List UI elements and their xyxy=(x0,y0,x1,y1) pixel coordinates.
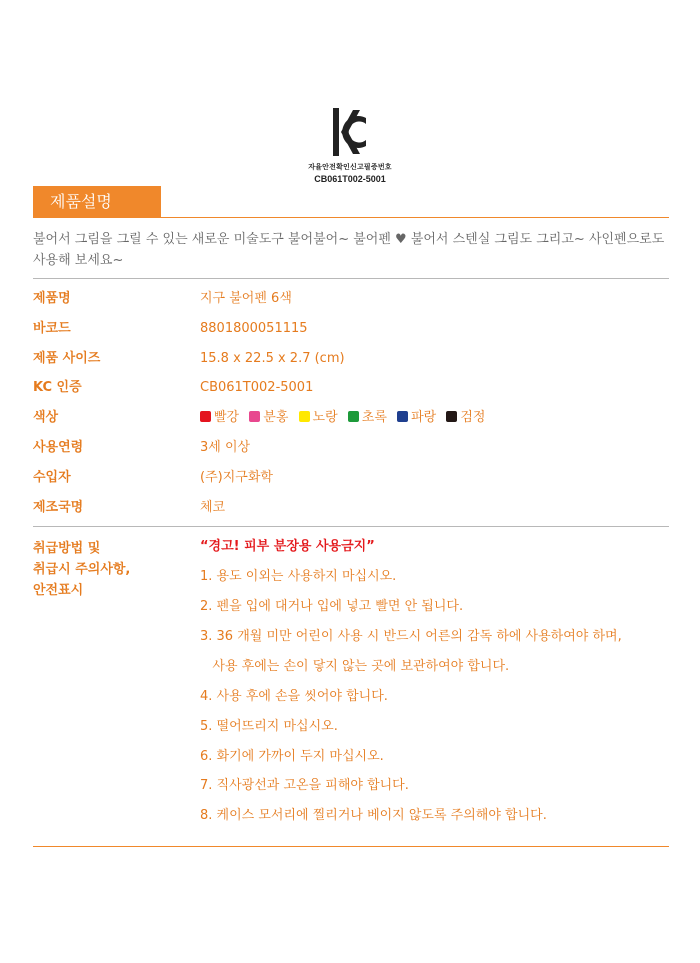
care-item: 2. 펜을 입에 대거나 입에 넣고 빨면 안 됩니다. xyxy=(200,599,464,614)
spec-label: 제품 사이즈 xyxy=(33,351,101,366)
care-item: 7. 직사광선과 고온을 피해야 합니다. xyxy=(200,778,409,793)
spec-label: 바코드 xyxy=(33,321,71,336)
divider xyxy=(33,278,669,279)
color-item: 초록 xyxy=(348,410,387,425)
kc-number: CB061T002-5001 xyxy=(314,174,386,184)
spec-row-importer xyxy=(33,468,669,488)
care-label: 취급방법 및 취급시 주의사항, 안전표시 xyxy=(33,541,131,598)
spec-label: 제품명 xyxy=(33,291,71,306)
section-divider xyxy=(33,217,669,218)
section-tab-product-description: 제품설명 xyxy=(33,186,161,218)
spec-value: 지구 불어펜 6색 xyxy=(200,291,292,306)
spec-value: 체코 xyxy=(200,500,226,515)
spec-label: 제조국명 xyxy=(33,500,84,515)
spec-label: 사용연령 xyxy=(33,440,84,455)
blue-swatch-icon xyxy=(397,411,408,422)
care-item: 6. 화기에 가까이 두지 마십시오. xyxy=(200,749,384,764)
spec-row-age xyxy=(33,438,669,458)
color-item: 파랑 xyxy=(397,410,436,425)
care-item: 3. 36 개월 미만 어린이 사용 시 반드시 어른의 감독 하에 사용하여야 하며, xyxy=(200,629,622,644)
spec-row-barcode xyxy=(33,319,669,339)
color-item: 분홍 xyxy=(249,410,288,425)
spec-value: 15.8 x 22.5 x 2.7 (cm) xyxy=(200,351,345,366)
care-item: 5. 떨어뜨리지 마십시오. xyxy=(200,719,338,734)
kc-certification-mark xyxy=(0,108,700,184)
spec-value: CB061T002-5001 xyxy=(200,380,314,395)
pink-swatch-icon xyxy=(249,411,260,422)
spec-value: 8801800051115 xyxy=(200,321,308,336)
spec-value: (주)지구화학 xyxy=(200,470,273,485)
product-description: 불어서 그림을 그릴 수 있는 새로운 미술도구 불어불어~ 불어펜 ♥ 불어서 스텐실 그림도 그리고~ 사인펜으로도 사용해 보세요~ xyxy=(33,232,665,268)
spec-label: 색상 xyxy=(33,410,59,425)
care-item: 8. 케이스 모서리에 찔리거나 베이지 않도록 주의해야 합니다. xyxy=(200,808,547,823)
spec-row-colors xyxy=(33,408,669,428)
spec-label: KC 인증 xyxy=(33,380,82,395)
color-list xyxy=(200,408,491,428)
color-item: 검정 xyxy=(446,410,485,425)
kc-label: 자율안전확인신고필증번호 xyxy=(308,164,392,171)
yellow-swatch-icon xyxy=(299,411,310,422)
black-swatch-icon xyxy=(446,411,457,422)
spec-value: 3세 이상 xyxy=(200,440,251,455)
kc-logo-icon xyxy=(333,108,367,156)
red-swatch-icon xyxy=(200,411,211,422)
spec-row-country xyxy=(33,498,669,518)
warning-text: “경고! 피부 분장용 사용금지” xyxy=(200,539,375,554)
care-item: 사용 후에는 손이 닿지 않는 곳에 보관하여야 합니다. xyxy=(200,659,510,674)
bottom-divider xyxy=(33,846,669,847)
green-swatch-icon xyxy=(348,411,359,422)
color-item: 빨강 xyxy=(200,410,239,425)
divider xyxy=(33,526,669,527)
spec-row-size xyxy=(33,349,669,369)
spec-row-kc xyxy=(33,378,669,398)
spec-row-product-name xyxy=(33,289,669,309)
color-item: 노랑 xyxy=(299,410,338,425)
care-item: 1. 용도 이외는 사용하지 마십시오. xyxy=(200,569,397,584)
care-item: 4. 사용 후에 손을 씻어야 합니다. xyxy=(200,689,388,704)
spec-label: 수입자 xyxy=(33,470,71,485)
